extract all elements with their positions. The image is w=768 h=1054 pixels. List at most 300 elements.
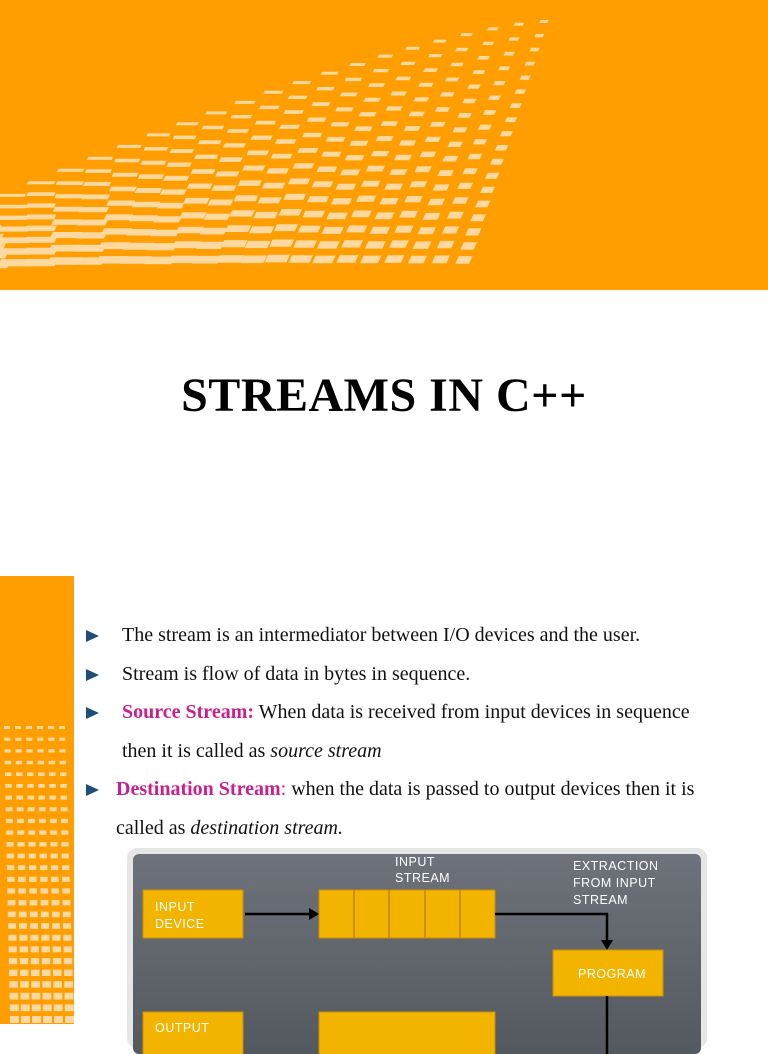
banner-dash (24, 226, 56, 232)
sidebar-dash (40, 854, 47, 859)
banner-dash (200, 228, 227, 235)
banner-dash (539, 20, 548, 23)
banner-dash (423, 68, 438, 72)
sidebar-dash (29, 865, 36, 870)
sidebar-dash (16, 784, 23, 788)
banner-dash (460, 33, 472, 36)
banner-dash (225, 225, 251, 232)
banner-dash (312, 181, 334, 187)
banner-dash (376, 136, 394, 141)
banner-dash (409, 181, 427, 187)
banner-dash (452, 127, 467, 132)
bullet-list (86, 616, 754, 847)
input-device-label-2: DEVICE (155, 917, 205, 931)
banner-dash (404, 126, 421, 131)
banner-dash (331, 198, 352, 204)
banner-dash (433, 40, 447, 43)
sidebar-dash (53, 970, 62, 976)
sidebar-dash (52, 912, 60, 918)
banner-dash (288, 96, 307, 99)
sidebar-dash (5, 761, 11, 765)
banner-dash (56, 181, 84, 185)
banner-dash (442, 156, 458, 162)
sidebar-dash (51, 854, 58, 859)
banner-dash (312, 256, 335, 264)
banner-dash (140, 161, 166, 165)
banner-dash (425, 137, 441, 142)
banner-dash (415, 166, 432, 172)
sidebar-dash (26, 738, 32, 741)
sidebar-dash (64, 946, 72, 952)
banner-dash (473, 139, 487, 144)
banner-dash (109, 187, 137, 192)
banner-dash (395, 77, 411, 81)
sidebar-dash (18, 888, 26, 893)
sidebar-dash (39, 807, 46, 811)
banner-dash (176, 122, 199, 125)
sidebar-dash (51, 888, 59, 893)
sidebar-dash (65, 1004, 74, 1011)
sidebar-dash (63, 923, 71, 929)
sidebar-dash (65, 1016, 74, 1023)
sidebar-dash (41, 923, 49, 929)
sidebar-dash (39, 842, 46, 847)
sidebar-dash (10, 993, 19, 1000)
sidebar-dash (21, 993, 30, 1000)
banner-dash (356, 196, 376, 202)
banner-dash (249, 226, 274, 233)
sidebar-dash (29, 854, 36, 859)
banner-dash (316, 167, 337, 173)
banner-dash (173, 136, 197, 140)
sidebar-dash (61, 830, 68, 834)
banner-dash (381, 121, 398, 126)
banner-dash (132, 202, 160, 208)
sidebar-dash (51, 877, 59, 882)
sidebar-dash (8, 923, 16, 929)
sidebar-dash (19, 935, 27, 941)
banner-dash (462, 99, 476, 104)
sidebar-dash (30, 923, 38, 929)
sidebar-dash (5, 749, 11, 752)
sidebar-dash (43, 993, 52, 1000)
destination-stream-term: destination stream. (190, 816, 343, 839)
banner-dash (467, 85, 480, 89)
banner-dash (138, 174, 165, 179)
banner-dash (135, 188, 162, 193)
sidebar-dash (61, 807, 68, 811)
sidebar-dash (42, 958, 50, 964)
sidebar-dash (28, 819, 35, 823)
sidebar-dash (38, 784, 45, 788)
banner-dash (223, 143, 246, 147)
banner-dash (275, 139, 296, 144)
banner-dash (390, 92, 406, 96)
sidebar-dash (7, 877, 15, 882)
banner-dash (409, 112, 425, 117)
banner-dash (515, 89, 527, 93)
banner-dash (534, 34, 544, 37)
input-device-label-1: INPUT (155, 900, 195, 914)
banner-dash (472, 70, 485, 74)
bullet-item (86, 693, 754, 770)
banner-dash (179, 212, 206, 218)
sidebar-dash (62, 854, 69, 859)
sidebar-dash (41, 912, 49, 918)
banner-dash (509, 37, 520, 40)
banner-dash (389, 240, 409, 247)
sidebar-dash (16, 749, 22, 752)
banner-dash (54, 194, 83, 198)
banner-dash (208, 200, 234, 206)
sidebar-dash (31, 958, 39, 964)
program-label: PROGRAM (578, 967, 647, 981)
sidebar-dash (62, 865, 69, 870)
sidebar-dash (9, 970, 18, 976)
sidebar-dash (6, 807, 13, 811)
sidebar-dash (8, 935, 16, 941)
sidebar-dash (38, 761, 44, 765)
banner-dash (205, 111, 227, 114)
sidebar-dash (4, 726, 10, 729)
banner-dash (386, 106, 403, 110)
sidebar-dash (20, 981, 29, 988)
banner-dash (274, 224, 298, 231)
banner-dash (302, 133, 322, 138)
triangle-bullet-icon (86, 707, 99, 719)
banner-dash (483, 110, 496, 115)
banner-dash (373, 69, 389, 72)
sidebar-dash (40, 877, 48, 882)
banner-dash (85, 169, 112, 173)
bullet-text: Stream is flow of data in bytes in sequence. (122, 662, 471, 685)
sidebar-dash (18, 854, 25, 859)
sidebar-dash (53, 958, 61, 964)
sidebar-dash (40, 888, 48, 893)
sidebar-dash (64, 970, 73, 976)
banner-dash (157, 203, 185, 209)
sidebar-dash (17, 842, 24, 847)
sidebar-dash (39, 819, 46, 823)
banner-dash (433, 184, 450, 190)
sidebar-dash (27, 772, 34, 776)
sidebar-dash (52, 923, 60, 929)
banner-dash (345, 155, 365, 160)
sidebar-dash (50, 819, 57, 823)
extraction-label-1: EXTRACTION (573, 859, 659, 873)
sidebar-dash (38, 796, 45, 800)
sidebar-dash (9, 946, 17, 952)
sidebar-dash (17, 830, 24, 834)
sidebar-dash (29, 877, 37, 882)
sidebar-dash (61, 842, 68, 847)
banner-dash (457, 113, 471, 118)
triangle-bullet-icon (86, 630, 99, 642)
banner-dash (418, 83, 433, 87)
banner-dash (106, 201, 135, 206)
output-stream-buffer (319, 1012, 495, 1054)
banner-dash (288, 179, 310, 185)
banner-dash (321, 72, 339, 75)
banner-dash (440, 92, 455, 96)
sidebar-dash (51, 865, 58, 870)
banner-dash (79, 207, 109, 212)
banner-dash (455, 48, 468, 51)
banner-dash (293, 240, 317, 247)
sidebar-dash (60, 749, 66, 752)
sidebar-dash (30, 935, 38, 941)
banner-dash (27, 181, 55, 184)
banner-dash (293, 163, 315, 168)
sidebar-dash (48, 726, 54, 729)
banner-dash (198, 140, 222, 144)
banner-dash (0, 216, 29, 220)
sidebar-dash (20, 970, 29, 976)
banner-dash (196, 242, 224, 249)
banner-dash (529, 48, 539, 52)
banner-dash (288, 255, 312, 263)
banner-dash (163, 176, 189, 181)
orange-sidebar (0, 576, 74, 1024)
sidebar-dash (65, 993, 74, 1000)
banner-dash (450, 63, 464, 67)
banner-dash (114, 159, 140, 163)
banner-dash (341, 240, 363, 247)
banner-dash (263, 91, 283, 94)
banner-dash (379, 198, 398, 204)
banner-dash (302, 211, 325, 218)
sidebar-dash (15, 726, 21, 729)
banner-dash (26, 192, 55, 196)
sidebar-dash (42, 946, 50, 952)
sidebar-dash (37, 726, 43, 729)
banner-dash (87, 157, 113, 160)
input-stream-buffer (319, 890, 495, 938)
sidebar-dash (18, 865, 25, 870)
banner-dash (438, 170, 454, 176)
bullet-text: when the data is passed to output devices then it is (286, 778, 695, 800)
banner-dash (242, 166, 265, 171)
sidebar-dash (31, 970, 40, 976)
banner-dash (234, 101, 255, 104)
banner-dash (322, 227, 344, 234)
banner-dash (447, 142, 462, 147)
sidebar-dash (49, 784, 56, 788)
banner-dash (187, 184, 213, 189)
banner-dash (384, 255, 404, 263)
banner-dash (176, 227, 204, 234)
sidebar-dash (7, 888, 15, 893)
banner-dash (160, 189, 187, 194)
sidebar-dash (49, 772, 56, 776)
banner-dash (77, 220, 108, 226)
content-slide (0, 576, 768, 1035)
sidebar-dash (52, 900, 60, 905)
destination-stream-label: Destination Stream (116, 778, 281, 800)
banner-dash (279, 125, 300, 129)
banner-dash (279, 209, 303, 216)
sidebar-dash (21, 1016, 30, 1023)
banner-dash (345, 78, 362, 81)
banner-dash (227, 129, 249, 133)
banner-dash (104, 214, 134, 220)
sidebar-dash (10, 1016, 19, 1023)
sidebar-dash (15, 738, 21, 741)
banner-dash (361, 181, 381, 187)
banner-dash (211, 185, 236, 191)
banner-dash (192, 256, 221, 264)
banner-dash (217, 255, 245, 263)
banner-dash (404, 196, 422, 202)
sidebar-dash (49, 749, 55, 752)
banner-dash (265, 255, 290, 263)
sidebar-dash (31, 946, 39, 952)
sidebar-dash (7, 854, 14, 859)
banner-dash (435, 107, 450, 112)
banner-dash (144, 147, 169, 151)
input-stream-label-1: INPUT (395, 855, 435, 869)
banner-dash (284, 110, 304, 114)
orange-banner (0, 0, 768, 290)
banner-dash (365, 241, 386, 248)
banner-dash (520, 76, 531, 80)
banner-dash (366, 166, 385, 172)
banner-dash (0, 194, 26, 197)
sidebar-dash (6, 842, 13, 847)
banner-dash (468, 154, 483, 160)
sidebar-dash (63, 900, 71, 905)
banner-dash (307, 196, 329, 202)
sidebar-dash (42, 970, 51, 976)
sidebar-dash (20, 958, 28, 964)
sidebar-dash (43, 1004, 52, 1011)
source-stream-label: Source Stream: (122, 701, 255, 723)
banner-dash (231, 115, 253, 118)
banner-dash (498, 66, 510, 70)
banner-dash (399, 211, 418, 218)
banner-dash (154, 216, 182, 222)
sidebar-dash (32, 1004, 41, 1011)
banner-dash (297, 148, 318, 153)
banner-dash (202, 126, 225, 130)
banner-dash (363, 98, 380, 102)
destination-colon: : (280, 778, 287, 800)
banner-dash (271, 154, 293, 159)
sidebar-dash (49, 761, 55, 765)
banner-dash (183, 198, 209, 204)
banner-dash (335, 107, 354, 111)
banner-dash (166, 163, 191, 167)
banner-dash (346, 225, 367, 232)
sidebar-dash (27, 761, 33, 765)
banner-dash (53, 207, 83, 212)
banner-dash (238, 180, 262, 186)
sidebar-dash (64, 981, 73, 988)
sidebar-dash (17, 807, 24, 811)
banner-dash (221, 240, 248, 247)
sidebar-dash (5, 772, 12, 776)
banner-dash (477, 56, 489, 60)
sidebar-dash (54, 1004, 63, 1011)
sidebar-dash (64, 958, 72, 964)
banner-dash (413, 97, 429, 101)
bullet-text: When data is received from input devices in sequence (254, 701, 690, 723)
sidebar-dash (40, 865, 47, 870)
banner-dash (336, 255, 358, 263)
slide-title: STREAMS IN C++ (181, 369, 587, 422)
banner-dash (371, 151, 389, 156)
banner-dash (351, 211, 372, 218)
bullet-text: The stream is an intermediator between I/O devices and the user. (122, 624, 641, 646)
sidebar-dash (26, 726, 32, 729)
banner-dash (170, 149, 195, 153)
sidebar-dash (31, 981, 40, 988)
sidebar-dash (41, 900, 49, 905)
sidebar-dash (53, 946, 61, 952)
banner-dash (246, 151, 269, 156)
banner-dash (266, 168, 289, 173)
bullet-item (86, 770, 754, 847)
banner-dash (194, 155, 218, 159)
banner-dash (57, 169, 84, 172)
sidebar-dash (41, 935, 49, 941)
banner-dash (317, 241, 340, 248)
banner-dash (307, 118, 327, 122)
banner-dash (129, 215, 158, 221)
banner-dash (420, 152, 437, 158)
sidebar-dash (38, 772, 45, 776)
triangle-bullet-icon (86, 784, 99, 796)
banner-dash (488, 96, 501, 101)
sidebar-dash (54, 993, 63, 1000)
sidebar-dash (27, 784, 34, 788)
banner-dash (375, 212, 395, 219)
bullet-item (86, 616, 754, 655)
banner-dash (259, 106, 280, 109)
banner-dash (147, 243, 177, 250)
sidebar-dash (18, 877, 26, 882)
banner-dash (445, 78, 459, 82)
banner-dash (321, 152, 341, 157)
banner-dash (349, 141, 368, 146)
extraction-label-3: STREAM (573, 893, 629, 907)
banner-dash (394, 226, 413, 233)
source-stream-term: source stream (270, 739, 382, 762)
sidebar-dash (9, 958, 17, 964)
sidebar-dash (62, 888, 70, 893)
banner-dash (405, 47, 420, 50)
banner-dash (399, 140, 416, 145)
sidebar-dash (5, 796, 12, 800)
sidebar-dash (50, 807, 57, 811)
input-stream-label-2: STREAM (395, 871, 451, 885)
sidebar-dash (30, 912, 38, 918)
banner-dash (251, 136, 273, 140)
sidebar-dash (17, 819, 24, 823)
bullet-item (86, 655, 754, 694)
banner-dash (83, 182, 111, 186)
sidebar-dash (48, 738, 54, 741)
sidebar-dash (39, 830, 46, 834)
banner-dash (245, 241, 271, 248)
bullet-continuation: then it is called as (122, 739, 271, 762)
banner-dash (204, 214, 230, 220)
banner-dash (331, 122, 350, 126)
sidebar-dash (59, 738, 65, 741)
sidebar-dash (37, 738, 43, 741)
sidebar-dash (27, 796, 34, 800)
banner-dash (191, 169, 216, 174)
